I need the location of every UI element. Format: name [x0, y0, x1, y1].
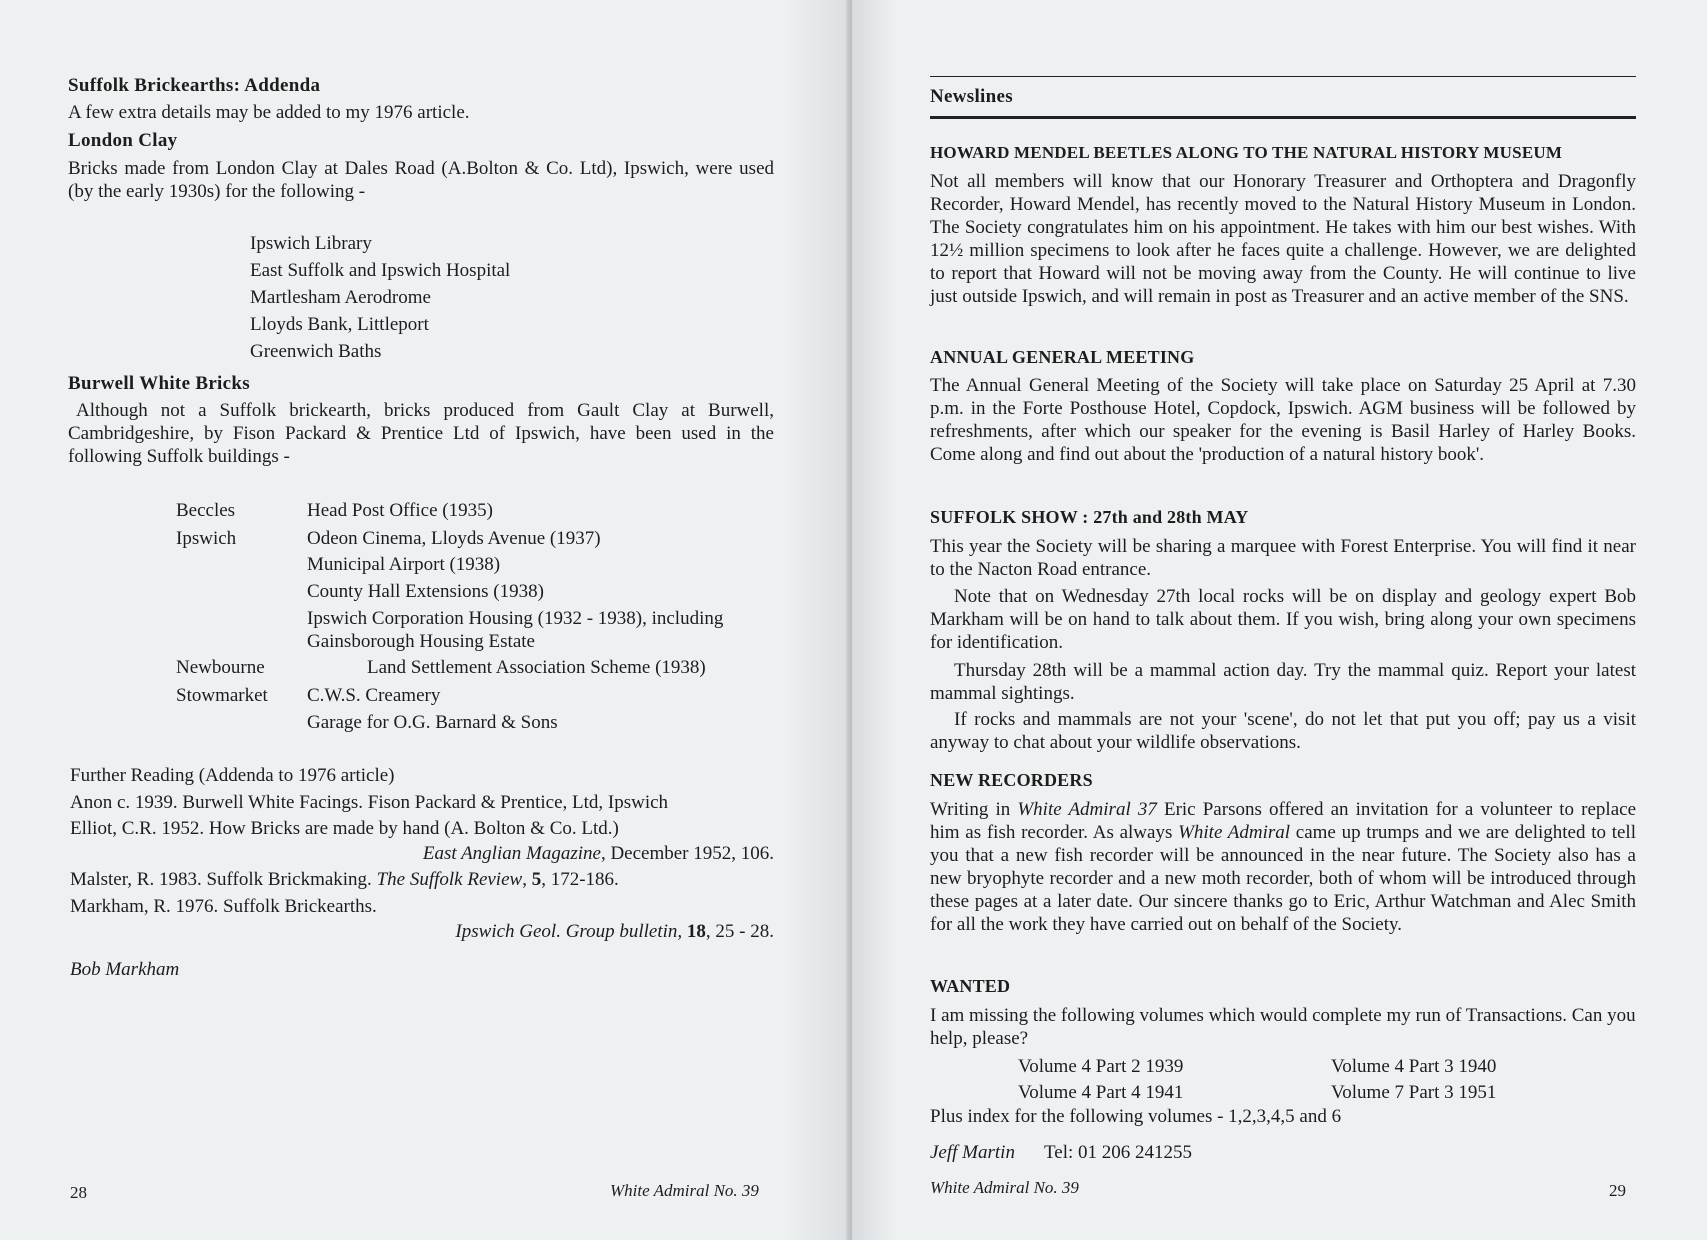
reference: Elliot, C.R. 1952. How Bricks are made by hand (A. Bolton & Co. Ltd.) [70, 818, 619, 839]
list-item: Greenwich Baths [250, 341, 382, 362]
article-intro: A few extra details may be added to my 1976 article. [68, 102, 470, 123]
show-p2: Note that on Wednesday 27th local rocks will be on display and geology expert Bob Markham will be on hand to talk about them. If you wish, bring along your own specimens for identification. [930, 586, 1636, 653]
list-item: Ipswich Library [250, 233, 372, 254]
page-29 [852, 0, 1707, 1240]
table-row-building: Odeon Cinema, Lloyds Avenue (1937) [307, 528, 601, 549]
page-footer: White Admiral No. 39 [930, 1178, 1079, 1197]
mendel-text: Not all members will know that our Honorary Treasurer and Orthoptera and Dragonfly Recorder, Howard Mendel, has recently moved to the Natural History Museum in London. The Society congratulates him on his appointment. He takes with him our best wishes. With 12½ million specimens to look after he faces quite a challenge. However, we are delighted to report that Howard will not be moving away from the County. He will continue to live just outside Ipswich, and will remain in post as Treasurer and an active member of the SNS. [930, 171, 1636, 307]
heading-london-clay: London Clay [68, 130, 178, 151]
section-title: Newslines [930, 86, 1013, 107]
table-row-place: Newbourne [176, 657, 265, 678]
further-reading-heading: Further Reading (Addenda to 1976 article) [70, 765, 395, 786]
heading-wanted: WANTED [930, 976, 1011, 996]
reference-cont: East Anglian Magazine, December 1952, 106. [422, 843, 774, 864]
top-rule [930, 76, 1636, 77]
table-row-place: Ipswich [176, 528, 237, 549]
heading-agm: ANNUAL GENERAL MEETING [930, 347, 1195, 367]
table-row-place: Stowmarket [176, 685, 268, 706]
heading-recorders: NEW RECORDERS [930, 770, 1093, 790]
list-item: Volume 4 Part 3 1940 [1331, 1056, 1497, 1077]
list-item: Martlesham Aerodrome [250, 287, 431, 308]
table-row-building: Municipal Airport (1938) [307, 554, 501, 575]
show-p3: Thursday 28th will be a mammal action day. Try the mammal quiz. Report your latest mammal sightings. [930, 660, 1636, 704]
show-p1: This year the Society will be sharing a marquee with Forest Enterprise. You will find it near to the Nacton Road entrance. [930, 536, 1636, 580]
table-row-building: County Hall Extensions (1938) [307, 581, 544, 602]
contact-name: Jeff Martin [930, 1142, 1015, 1163]
page-28 [0, 0, 852, 1240]
recorders-text: Writing in White Admiral 37 Eric Parsons offered an invitation for a volunteer to replace him as fish recorder. As always White Admiral came up trumps and we are delighted to tell you that a new fish recorder will be announced in the near future. The Society also has a new bryophyte recorder and a new moth recorder, both of whom will be introduced through these pages at a later date. Our sincere thanks go to Eric, Arthur Watchman and Alec Smith for all the work they have carried out on behalf of the Society. [930, 799, 1637, 935]
table-row-place: Beccles [176, 500, 236, 521]
heading-mendel: HOWARD MENDEL BEETLES ALONG TO THE NATURAL HISTORY MUSEUM [930, 143, 1563, 162]
contact-phone: Tel: 01 206 241255 [1044, 1142, 1193, 1163]
table-row-building: Land Settlement Association Scheme (1938) [367, 657, 706, 678]
list-item: Volume 4 Part 4 1941 [1018, 1082, 1184, 1103]
reference: Anon c. 1939. Burwell White Facings. Fison Packard & Prentice, Ltd, Ipswich [70, 792, 669, 813]
table-row-building: Ipswich Corporation Housing (1932 - 1938), including [307, 608, 724, 629]
heading-show: SUFFOLK SHOW : 27th and 28th MAY [930, 507, 1249, 527]
wanted-text: I am missing the following volumes which would complete my run of Transactions. Can you help, please? [930, 1005, 1636, 1049]
show-p4: If rocks and mammals are not your 'scene', do not let that put you off; pay us a visit anyway to chat about your wildlife observations. [930, 709, 1636, 753]
reference: Malster, R. 1983. Suffolk Brickmaking. The Suffolk Review, 5, 172-186. [70, 869, 619, 890]
wanted-index: Plus index for the following volumes - 1,2,3,4,5 and 6 [930, 1106, 1342, 1127]
table-row-building: Gainsborough Housing Estate [307, 631, 535, 652]
agm-text: The Annual General Meeting of the Society will take place on Saturday 25 April at 7.30 p.m. in the Forte Posthouse Hotel, Copdock, Ipswich. AGM business will be followed by refreshments, after which our speaker for the evening is Basil Harley of Harley Books. Come along and find out about the 'production of a natural history book'. [930, 375, 1636, 465]
table-row-building: C.W.S. Creamery [307, 685, 441, 706]
burwell-text: Although not a Suffolk brickearth, bricks produced from Gault Clay at Burwell, Cambridgeshire, by Fison Packard & Prentice Ltd of Ipswich, have been used in the following Suffolk buildings - [68, 400, 774, 467]
table-row-building: Garage for O.G. Barnard & Sons [307, 712, 558, 733]
list-item: East Suffolk and Ipswich Hospital [250, 260, 511, 281]
list-item: Volume 7 Part 3 1951 [1331, 1082, 1497, 1103]
page-number: 29 [1609, 1181, 1626, 1200]
london-clay-text: Bricks made from London Clay at Dales Road (A.Bolton & Co. Ltd), Ipswich, were used (by the early 1930s) for the following - [68, 158, 774, 202]
reference: Markham, R. 1976. Suffolk Brickearths. [70, 896, 377, 917]
table-row-building: Head Post Office (1935) [307, 500, 493, 521]
list-item: Volume 4 Part 2 1939 [1018, 1056, 1184, 1077]
author-name: Bob Markham [70, 959, 180, 980]
page-number: 28 [70, 1183, 87, 1202]
reference-cont: Ipswich Geol. Group bulletin, 18, 25 - 28. [455, 921, 774, 942]
page-footer: White Admiral No. 39 [610, 1181, 759, 1200]
article-title: Suffolk Brickearths: Addenda [68, 75, 321, 96]
section-rule [930, 116, 1636, 119]
list-item: Lloyds Bank, Littleport [250, 314, 429, 335]
heading-burwell: Burwell White Bricks [68, 373, 250, 394]
